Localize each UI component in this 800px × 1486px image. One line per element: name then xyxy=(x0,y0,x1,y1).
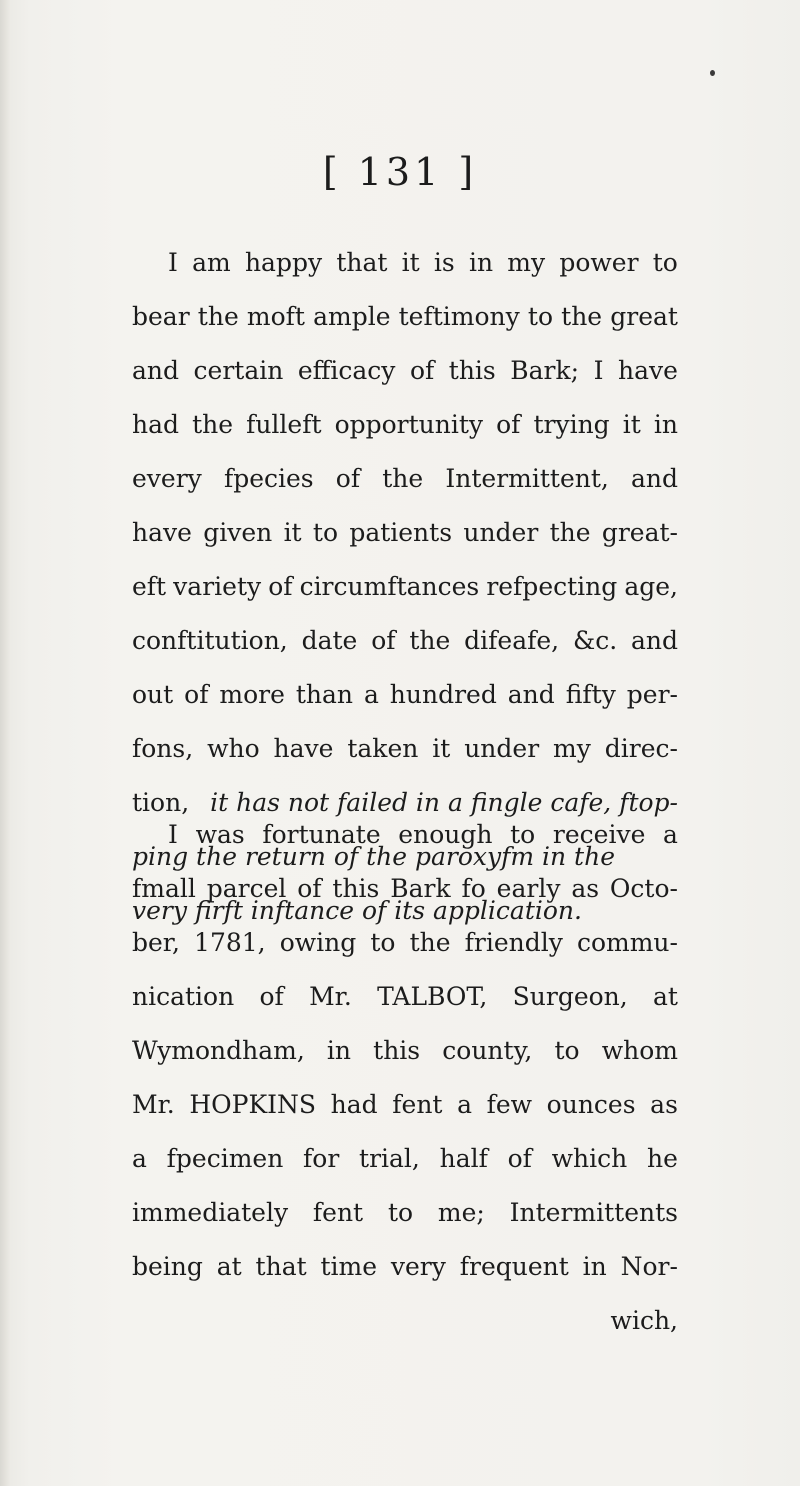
word: variety xyxy=(173,572,262,601)
text-line xyxy=(132,506,678,560)
word: great- xyxy=(601,518,678,547)
word: being xyxy=(132,1252,203,1281)
word: county, xyxy=(442,1036,533,1065)
word: fmall xyxy=(132,874,196,903)
word: than xyxy=(295,680,353,709)
word: parcel xyxy=(206,874,287,903)
word: and xyxy=(630,464,678,493)
word: this xyxy=(373,1036,421,1065)
word: fpecies xyxy=(223,464,314,493)
word: happy xyxy=(244,248,323,277)
text-line xyxy=(132,452,678,506)
text-line xyxy=(132,614,678,668)
word: under xyxy=(463,518,539,547)
word: me; xyxy=(437,1198,485,1227)
word: my xyxy=(553,734,591,763)
word: to xyxy=(387,1198,414,1227)
word: a xyxy=(363,680,379,709)
word: who xyxy=(207,734,260,763)
word: direc- xyxy=(604,734,678,763)
word: fons, xyxy=(132,734,194,763)
word: of xyxy=(496,410,521,439)
word: had xyxy=(132,410,180,439)
text-line xyxy=(132,1024,678,1078)
word: taken xyxy=(347,734,419,763)
word: in xyxy=(326,1036,352,1065)
text-line xyxy=(132,862,678,916)
word: the xyxy=(192,410,234,439)
word: of xyxy=(409,356,435,385)
word: out xyxy=(132,680,174,709)
word: refpecting xyxy=(486,572,618,601)
italic-text-span: it has not failed in a fingle cafe, ftop- xyxy=(210,788,678,817)
word: to xyxy=(312,518,339,547)
word: Bark; xyxy=(510,356,580,385)
word: for xyxy=(303,1144,340,1173)
word: Octo- xyxy=(609,874,678,903)
word: hundred xyxy=(389,680,497,709)
word: moft xyxy=(246,302,305,331)
text-line xyxy=(132,722,678,776)
word: of xyxy=(268,572,293,601)
word: to xyxy=(554,1036,580,1065)
word: commu- xyxy=(576,928,678,957)
word: Mr. xyxy=(309,982,352,1011)
word: in xyxy=(582,1252,607,1281)
text-line xyxy=(132,344,678,398)
word: a xyxy=(663,820,678,849)
word: few xyxy=(486,1090,533,1119)
word: and xyxy=(132,356,180,385)
word: I xyxy=(168,248,178,277)
word: fifty xyxy=(565,680,616,709)
word: fo xyxy=(461,874,486,903)
word: ounces xyxy=(546,1090,636,1119)
word: friendly xyxy=(464,928,563,957)
word: of xyxy=(184,680,209,709)
word: time xyxy=(320,1252,378,1281)
word: eft xyxy=(132,572,167,601)
italic-text-line: ping the return of the paroxyfm in the xyxy=(132,842,615,871)
word: bear xyxy=(132,302,190,331)
word: at xyxy=(653,982,678,1011)
word: fpecimen xyxy=(166,1144,284,1173)
word: it xyxy=(401,248,420,277)
word: Nor- xyxy=(620,1252,678,1281)
word: and xyxy=(507,680,555,709)
word: under xyxy=(464,734,540,763)
word: I xyxy=(168,820,178,849)
word: a xyxy=(132,1144,147,1173)
word: efficacy xyxy=(297,356,396,385)
word: in xyxy=(468,248,494,277)
word: to xyxy=(652,248,678,277)
word: of xyxy=(507,1144,532,1173)
word: given xyxy=(203,518,273,547)
word: trial, xyxy=(359,1144,420,1173)
word: that xyxy=(255,1252,307,1281)
text-line xyxy=(132,916,678,970)
text-line xyxy=(132,1078,678,1132)
word: to xyxy=(510,820,536,849)
word: the xyxy=(409,626,451,655)
word: 1781, xyxy=(194,928,266,957)
word: have xyxy=(618,356,678,385)
word: certain xyxy=(193,356,284,385)
word: had xyxy=(330,1090,378,1119)
word: Intermittents xyxy=(509,1198,678,1227)
word: in xyxy=(653,410,678,439)
word: of xyxy=(335,464,361,493)
word: my xyxy=(507,248,546,277)
ink-speck xyxy=(710,70,715,76)
word: ample xyxy=(313,302,391,331)
word: to xyxy=(370,928,396,957)
word: the xyxy=(561,302,603,331)
word: as xyxy=(650,1090,678,1119)
word: half xyxy=(439,1144,488,1173)
word: age, xyxy=(624,572,678,601)
word: great xyxy=(610,302,678,331)
word: opportunity xyxy=(334,410,484,439)
word: &c. xyxy=(572,626,618,655)
word: power xyxy=(559,248,639,277)
word: fortunate xyxy=(262,820,381,849)
word: as xyxy=(571,874,600,903)
catchword: wich, xyxy=(610,1306,678,1335)
word: Intermittent, xyxy=(445,464,609,493)
word: patients xyxy=(349,518,453,547)
word: of xyxy=(259,982,284,1011)
word: fent xyxy=(392,1090,443,1119)
word: Surgeon, xyxy=(512,982,628,1011)
word: Bark xyxy=(390,874,451,903)
word: early xyxy=(496,874,561,903)
text-line xyxy=(132,1132,678,1186)
text-line xyxy=(132,290,678,344)
word: frequent xyxy=(459,1252,569,1281)
word: every xyxy=(132,464,202,493)
word: it xyxy=(432,734,451,763)
word: to xyxy=(527,302,554,331)
word: per- xyxy=(626,680,678,709)
word: enough xyxy=(398,820,493,849)
paragraph-2 xyxy=(132,808,678,1348)
word: have xyxy=(273,734,334,763)
text-line xyxy=(132,398,678,452)
word: nication xyxy=(132,982,235,1011)
text-line xyxy=(132,808,678,862)
word: ber, xyxy=(132,928,180,957)
word: fent xyxy=(312,1198,364,1227)
word: conftitution, xyxy=(132,626,288,655)
word: this xyxy=(332,874,380,903)
word: of xyxy=(297,874,322,903)
text-line xyxy=(132,1240,678,1294)
word: the xyxy=(197,302,239,331)
text-line xyxy=(132,1186,678,1240)
word: have xyxy=(132,518,192,547)
word: teftimony xyxy=(398,302,520,331)
word: this xyxy=(448,356,496,385)
word: receive xyxy=(552,820,646,849)
word: the xyxy=(409,928,451,957)
word: date xyxy=(301,626,358,655)
word: is xyxy=(433,248,455,277)
word: Mr. xyxy=(132,1090,175,1119)
word: the xyxy=(549,518,591,547)
text-line xyxy=(132,668,678,722)
word: he xyxy=(647,1144,678,1173)
italic-text-line: very firft inftance of its application. xyxy=(132,896,582,925)
word: owing xyxy=(279,928,357,957)
word: was xyxy=(195,820,245,849)
word: am xyxy=(192,248,231,277)
word: Wymondham, xyxy=(132,1036,305,1065)
page-binding-edge xyxy=(0,0,10,1486)
text-line xyxy=(132,560,678,614)
word: fulleft xyxy=(246,410,322,439)
word: very xyxy=(390,1252,446,1281)
text-line xyxy=(132,236,678,290)
text-span: tion, xyxy=(132,788,198,817)
word: that xyxy=(336,248,388,277)
word: circumftances xyxy=(299,572,480,601)
word: of xyxy=(371,626,396,655)
word: and xyxy=(630,626,678,655)
word: more xyxy=(219,680,285,709)
word: a xyxy=(457,1090,472,1119)
page-number-header: [ 131 ] xyxy=(322,150,478,194)
word: it xyxy=(283,518,302,547)
word: I xyxy=(593,356,604,385)
word: whom xyxy=(601,1036,678,1065)
word: HOPKINS xyxy=(189,1090,317,1119)
word: immediately xyxy=(132,1198,289,1227)
word: difeafe, xyxy=(464,626,560,655)
word: TALBOT, xyxy=(377,982,488,1011)
word: it xyxy=(622,410,641,439)
word: the xyxy=(382,464,424,493)
word: trying xyxy=(533,410,610,439)
word: which xyxy=(551,1144,628,1173)
word: at xyxy=(216,1252,242,1281)
text-line xyxy=(132,970,678,1024)
